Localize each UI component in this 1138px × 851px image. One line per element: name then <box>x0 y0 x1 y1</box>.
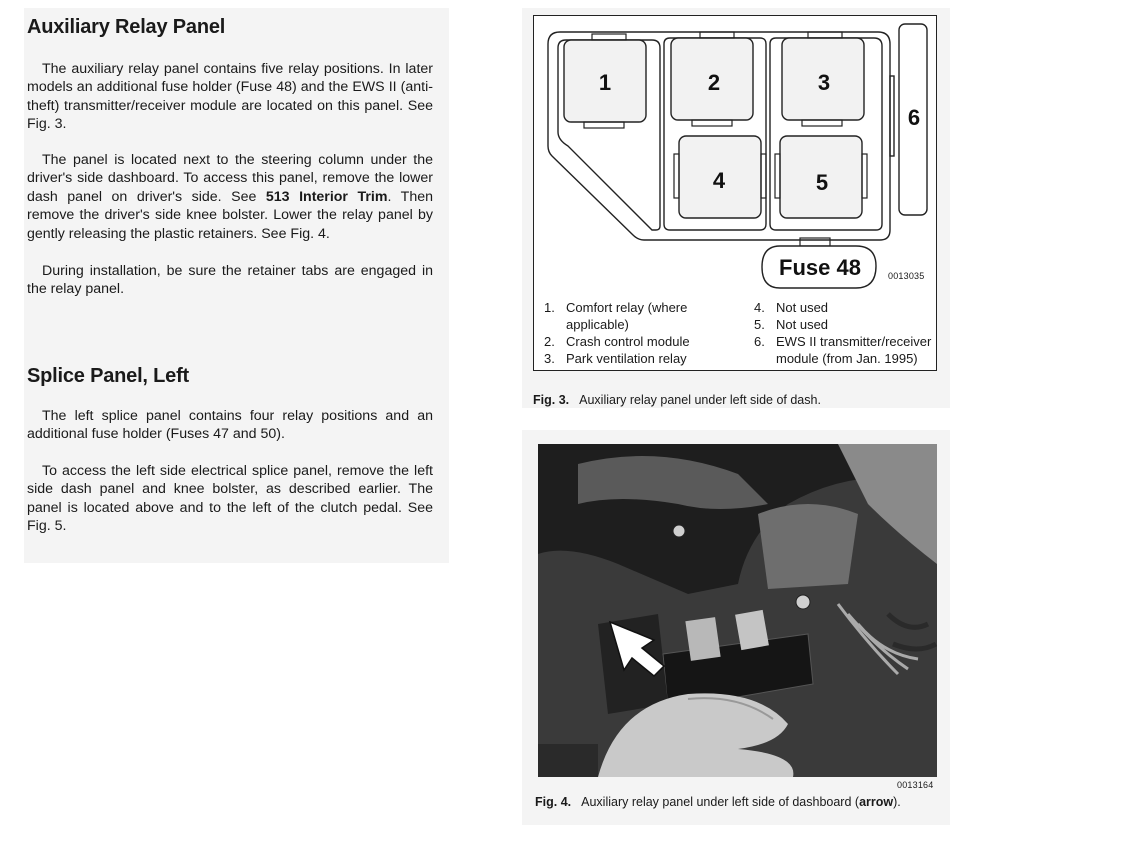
legend-item: 4. Not used <box>754 300 829 315</box>
paragraph-text: The panel is located next to the steering column under the driver's side dashboard. To access this panel, remove the lower dash panel on driver's side. See <box>27 152 433 205</box>
figure-4-code: 0013164 <box>897 780 934 790</box>
figure-3-diagram <box>533 15 937 371</box>
figure-4-caption: Fig. 4. Auxiliary relay panel under left side of dashboard (arrow). <box>535 795 901 809</box>
legend-item: 6. EWS II transmitter/receiver module (from Jan. 1995) <box>754 334 932 366</box>
relay-5-label: 5 <box>815 170 829 195</box>
relay-1-label: 1 <box>598 70 612 95</box>
paragraph <box>27 151 433 243</box>
fuse-48-label: Fuse 48 <box>779 255 861 280</box>
paragraph: During installation, be sure the retainer tabs are engaged in the relay panel. <box>27 263 433 298</box>
figure-3-legend-right <box>754 299 936 367</box>
figure-3-caption: Fig. 3. Auxiliary relay panel under left side of dash. <box>533 393 821 407</box>
legend-item: 2. Crash control module <box>544 334 690 349</box>
dashboard-photo-drawing <box>538 444 937 777</box>
cross-reference-bold: 513 Interior Trim <box>265 188 388 205</box>
paragraph: The auxiliary relay panel contains five relay positions. In later models an additional fuse holder (Fuse 48) and the EWS II (anti-theft) transmitter/receiver module are located on this panel. See Fig. 3. <box>27 61 433 133</box>
relay-2-label: 2 <box>707 70 721 95</box>
paragraph: To access the left side electrical splice panel, remove the left side dash panel and knee bolster, as described earlier. The panel is located above and to the left of the clutch pedal. See Fig. 5. <box>27 463 433 535</box>
legend-item: 3. Park ventilation relay <box>544 351 687 366</box>
paragraph-text: . Then remove the driver's side knee bolster. Lower the relay panel by gently releasing the plastic retainers. See Fig. 4. <box>27 188 433 242</box>
relay-3-label: 3 <box>817 70 831 95</box>
legend-item: 5. Not used <box>754 317 829 332</box>
figure-3-code: 0013035 <box>888 271 925 281</box>
relay-4-label: 4 <box>712 168 726 193</box>
legend-item: 1. Comfort relay (where applicable) <box>544 300 688 332</box>
paragraph: The left splice panel contains four relay positions and an additional fuse holder (Fuses 47 and 50). <box>27 408 433 443</box>
section-heading-splice-panel-left: Splice Panel, Left <box>27 365 190 387</box>
section-heading-auxiliary-relay-panel: Auxiliary Relay Panel <box>27 16 226 38</box>
relay-6-label: 6 <box>907 105 921 130</box>
figure-3-legend-left <box>544 299 724 367</box>
figure-4-photo <box>538 444 937 777</box>
